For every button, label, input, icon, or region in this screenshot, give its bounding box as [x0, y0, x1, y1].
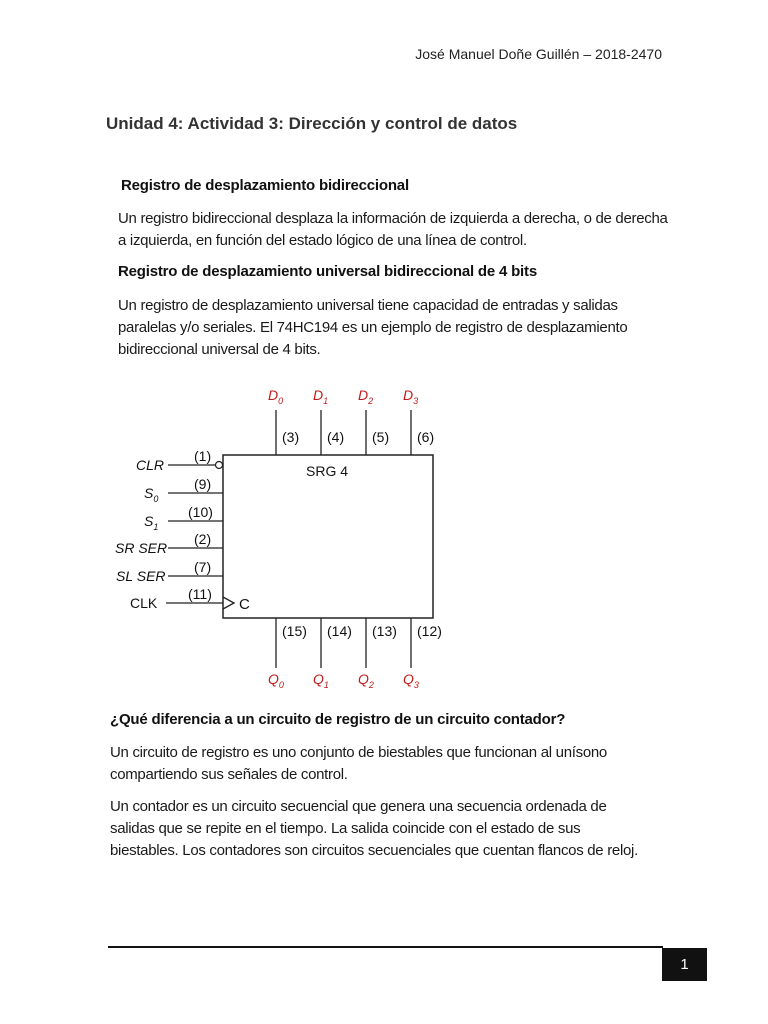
- clock-label: C: [239, 596, 250, 613]
- pin-number: (2): [194, 531, 212, 547]
- output-label-q0: $Q_0$: [268, 671, 284, 690]
- input-label-d1: $D_1$: [313, 387, 329, 406]
- pin-number: (3): [282, 429, 300, 445]
- footer-divider: [108, 946, 663, 948]
- pin-number: (5): [372, 429, 390, 445]
- section-heading-bidirectional: Registro de desplazamiento bidireccional: [121, 177, 409, 194]
- bottom-output-lines: [268, 618, 442, 690]
- srg4-diagram: [108, 378, 468, 698]
- paragraph-bidirectional: Un registro bidireccional desplaza la información de izquierda a derecha, o de derecha a izquierda, en función del estado lógico de una línea de control.: [118, 210, 668, 249]
- section-heading-universal: Registro de desplazamiento universal bidireccional de 4 bits: [118, 263, 537, 280]
- input-label-d3: $D_3$: [403, 387, 419, 406]
- pin-number: (9): [194, 476, 212, 492]
- section-heading-difference: ¿Qué diferencia a un circuito de registro de un circuito contador?: [110, 711, 566, 728]
- top-input-lines: [268, 387, 434, 455]
- page-title: Unidad 4: Actividad 3: Dirección y control de datos: [106, 114, 518, 133]
- pin-number: (13): [372, 623, 397, 639]
- left-input-lines: [115, 448, 223, 611]
- paragraph-counter: Un contador es un circuito secuencial que genera una secuencia ordenada de salidas que se repite en el tiempo. La salida coincide con el estado de sus biestables. Los contadores son circuitos secuenciales que cuentan flancos de reloj.: [110, 798, 638, 859]
- pin-number: (4): [327, 429, 345, 445]
- output-label-q2: $Q_2$: [358, 671, 374, 690]
- block-label: SRG 4: [306, 463, 349, 479]
- pin-number: (6): [417, 429, 435, 445]
- input-label-d0: $D_0$: [268, 387, 284, 406]
- input-label-d2: $D_2$: [358, 387, 374, 406]
- srg4-block: [223, 455, 433, 618]
- left-label: SR SER: [115, 540, 168, 556]
- pin-number: (10): [188, 504, 213, 520]
- page-number: 1: [662, 948, 707, 981]
- left-label: CLK: [130, 595, 158, 611]
- output-label-q1: $Q_1$: [313, 671, 329, 690]
- left-label: $S_0$: [144, 485, 159, 504]
- output-label-q3: $Q_3$: [403, 671, 419, 690]
- paragraph-universal: Un registro de desplazamiento universal tiene capacidad de entradas y salidas paralelas y/o seriales. El 74HC194 es un ejemplo de registro de desplazamiento bidireccional universal de 4 bits.: [118, 297, 628, 358]
- pin-number: (11): [188, 586, 212, 602]
- left-label: $S_1$: [144, 513, 159, 532]
- pin-number: (1): [194, 448, 212, 464]
- pin-number: (12): [417, 623, 442, 639]
- left-label: SL SER: [116, 568, 166, 584]
- pin-number: (15): [282, 623, 307, 639]
- pin-number: (7): [194, 559, 212, 575]
- left-label: CLR: [136, 457, 165, 473]
- paragraph-register: Un circuito de registro es uno conjunto de biestables que funcionan al unísono compartiendo sus señales de control.: [110, 744, 607, 783]
- clr-inversion-bubble-icon: [216, 462, 223, 469]
- author-header: José Manuel Doñe Guillén – 2018-2470: [415, 46, 662, 62]
- clock-triangle-icon: [223, 597, 234, 609]
- pin-number: (14): [327, 623, 352, 639]
